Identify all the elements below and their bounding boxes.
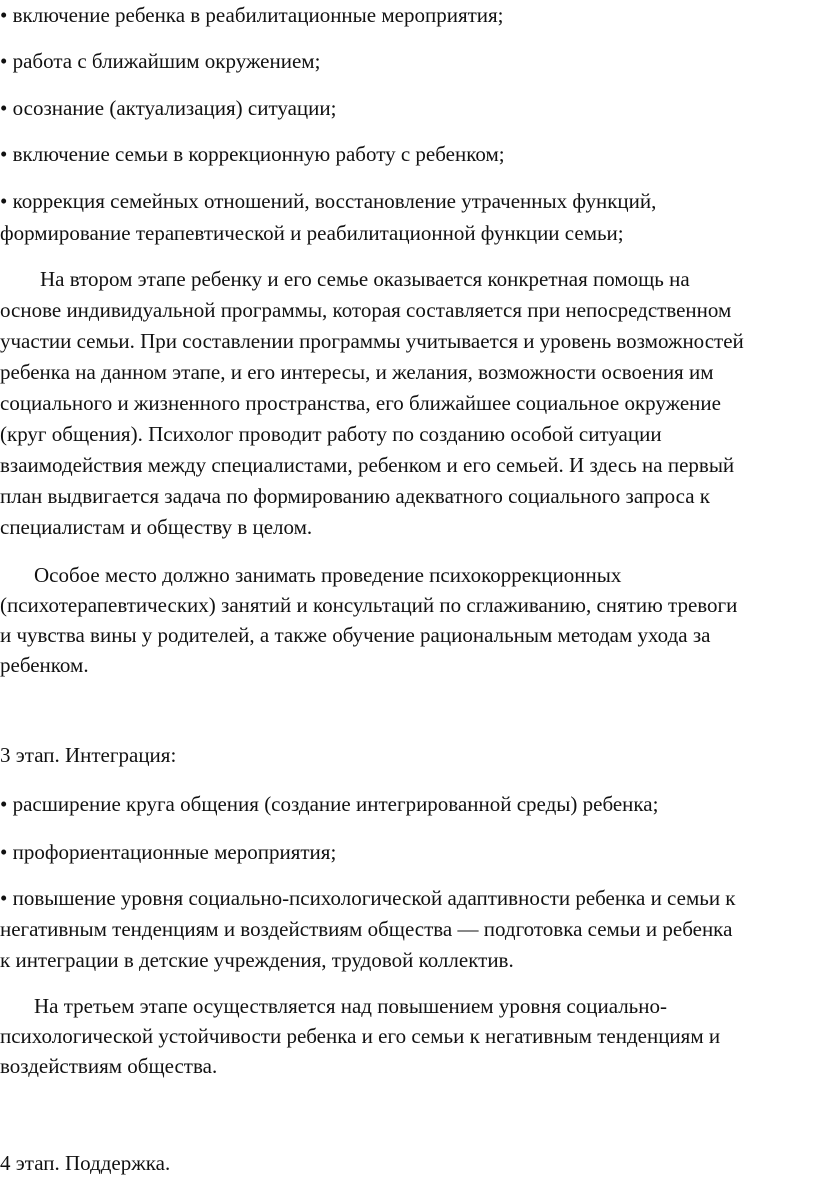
paragraph-line: участии семьи. При составлении программы учитывается и уровень возможностей xyxy=(0,329,744,353)
list-item-continuation: негативным тенденциям и воздействиям общества — подготовка семьи и ребенка xyxy=(0,917,733,941)
paragraph-line: план выдвигается задача по формированию адекватного социального запроса к xyxy=(0,484,710,508)
list-item: • включение ребенка в реабилитационные мероприятия; xyxy=(0,3,504,27)
paragraph-line: специалистам и обществу в целом. xyxy=(0,515,313,539)
section-heading: 4 этап. Поддержка. xyxy=(0,1151,171,1175)
list-item-continuation: формирование терапевтической и реабилитационной функции семьи; xyxy=(0,221,624,245)
paragraph-line: На третьем этапе осуществляется над повышением уровня социально- xyxy=(34,994,667,1018)
paragraph-line: психологической устойчивости ребенка и его семьи к негативным тенденциям и xyxy=(0,1024,721,1048)
list-item: • расширение круга общения (создание интегрированной среды) ребенка; xyxy=(0,792,659,816)
list-item: • профориентационные мероприятия; xyxy=(0,840,337,864)
list-item: • включение семьи в коррекционную работу с ребенком; xyxy=(0,142,505,166)
paragraph-line: и чувства вины у родителей, а также обучение рациональным методам ухода за xyxy=(0,623,711,647)
list-item-continuation: к интеграции в детские учреждения, трудовой коллектив. xyxy=(0,948,514,972)
paragraph-line: На втором этапе ребенку и его семье оказывается конкретная помощь на xyxy=(40,267,690,291)
list-item: • осознание (актуализация) ситуации; xyxy=(0,96,337,120)
paragraph-line: ребенком. xyxy=(0,653,89,677)
paragraph-line: взаимодействия между специалистами, ребенком и его семьей. И здесь на первый xyxy=(0,453,735,477)
paragraph-line: воздействиям общества. xyxy=(0,1054,218,1078)
paragraph-line: ребенка на данном этапе, и его интересы, и желания, возможности освоения им xyxy=(0,360,714,384)
list-item: • повышение уровня социально-психологической адаптивности ребенка и семьи к xyxy=(0,886,736,910)
list-item: • коррекция семейных отношений, восстановление утраченных функций, xyxy=(0,189,657,213)
paragraph-line: (круг общения). Психолог проводит работу по созданию особой ситуации xyxy=(0,422,662,446)
list-item: • работа с ближайшим окружением; xyxy=(0,49,321,73)
paragraph-line: (психотерапевтических) занятий и консультаций по сглаживанию, снятию тревоги xyxy=(0,593,738,617)
paragraph-line: социального и жизненного пространства, его ближайшее социальное окружение xyxy=(0,391,721,415)
paragraph-line: основе индивидуальной программы, которая составляется при непосредственном xyxy=(0,298,732,322)
section-heading: 3 этап. Интеграция: xyxy=(0,743,177,767)
paragraph-line: Особое место должно занимать проведение психокоррекционных xyxy=(34,563,622,587)
